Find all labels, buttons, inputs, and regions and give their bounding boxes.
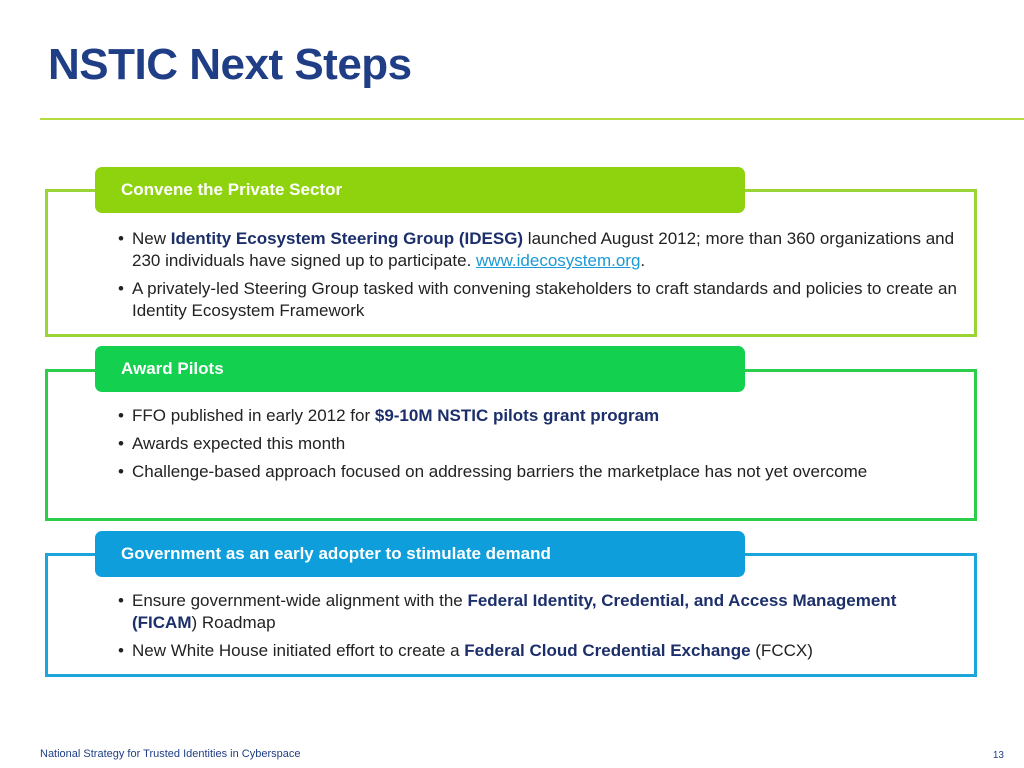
bullet-text: (FCCX)	[750, 641, 813, 660]
slide-footer: National Strategy for Trusted Identities in Cyberspace	[40, 748, 301, 760]
bullet-item	[114, 590, 964, 634]
bullet-emphasis: Federal Cloud Credential Exchange	[464, 641, 751, 660]
section-heading-private-sector: Convene the Private Sector	[95, 167, 745, 213]
bullet-emphasis: Identity Ecosystem Steering Group (IDESG)	[170, 229, 524, 248]
section-heading-government-adopter: Government as an early adopter to stimulate demand	[95, 531, 745, 577]
idecosystem-link[interactable]: www.idecosystem.org	[476, 251, 641, 270]
title-divider	[40, 118, 1024, 120]
slide-title: NSTIC Next Steps	[48, 40, 412, 89]
section-bullets-government-adopter	[114, 590, 964, 668]
bullet-text: Ensure government-wide alignment with the	[132, 591, 468, 610]
bullet-text: New White House initiated effort to create a	[132, 641, 465, 660]
bullet-text: FFO published in early 2012 for	[132, 406, 375, 425]
bullet-text: .	[640, 251, 646, 270]
bullet-item	[114, 405, 964, 427]
bullet-text: New	[132, 229, 171, 248]
section-heading-award-pilots: Award Pilots	[95, 346, 745, 392]
page-number: 13	[992, 750, 1004, 761]
bullet-item: • Awards expected this month	[114, 433, 964, 455]
bullet-text: launched August 2012; more than 360 organizations and 230 individuals have signed up to participate.	[132, 229, 955, 270]
bullet-text: ) Roadmap	[191, 613, 276, 632]
bullet-item	[114, 640, 964, 662]
section-bullets-award-pilots	[114, 405, 964, 489]
bullet-item: • Challenge-based approach focused on addressing barriers the marketplace has not yet overcome	[114, 461, 964, 483]
bullet-emphasis: Federal Identity, Credential, and Access Management (FICAM	[132, 591, 897, 632]
section-bullets-private-sector	[114, 228, 964, 328]
bullet-item	[114, 228, 964, 272]
bullet-emphasis: $9-10M NSTIC pilots grant program	[374, 406, 660, 425]
bullet-item: • A privately-led Steering Group tasked with convening stakeholders to craft standards and policies to create an Identity Ecosystem Framework	[114, 278, 964, 322]
